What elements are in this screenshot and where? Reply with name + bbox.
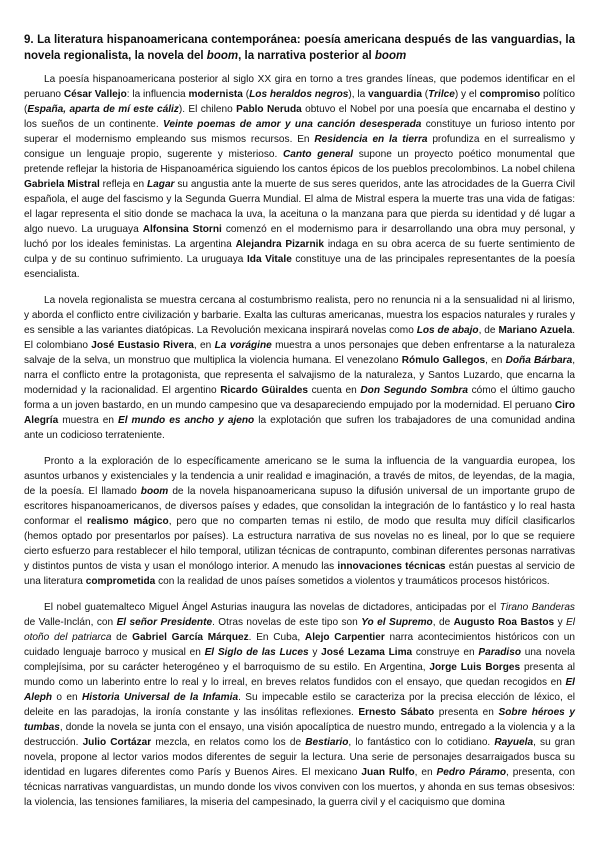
- text-run: . En Cuba,: [248, 632, 305, 643]
- work-title: Yo el Supremo: [361, 617, 433, 628]
- text-run: de: [111, 632, 133, 643]
- bold-text: Gabriel García Márquez: [132, 632, 249, 643]
- text-run: , donde la novela se junta con el ensayo, una visión apocalíptica de nuestro mundo, entregado a la violencia y a la destrucción.: [24, 722, 575, 748]
- bold-text: César Vallejo: [63, 89, 127, 100]
- work-title: Residencia en la tierra: [314, 134, 428, 145]
- work-title: Los heraldos negros: [249, 89, 349, 100]
- text-run: La novela regionalista se muestra cercana al costumbrismo realista, pero no renuncia ni a la sensualidad ni al lirismo, y aborda el conflicto entre civilización y barbarie. Exalta las culturas americanas, muestra los espacios naturales y rurales y es sensible a las variantes diatópicas. La Revolución mexicana inspirará novelas como: [24, 295, 575, 336]
- work-title: España, aparta de mí este cáliz: [27, 104, 179, 115]
- work-title: Bestiario: [305, 737, 349, 748]
- document-page: [24, 33, 575, 821]
- bold-text: Julio Cortázar: [82, 737, 152, 748]
- text-run: : la influencia: [126, 89, 189, 100]
- work-title: Historia Universal de la Infamia: [82, 692, 239, 703]
- bold-text: Ciro Alegría: [24, 400, 575, 426]
- text-run: presenta en: [434, 707, 499, 718]
- bold-text: Juan Rulfo: [361, 767, 415, 778]
- title-boom-1: boom: [206, 49, 239, 62]
- bold-text: José Eustasio Rivera: [91, 340, 194, 351]
- text-run: ) y el: [454, 89, 480, 100]
- bold-text: Jorge Luis Borges: [429, 662, 521, 673]
- text-run: de Valle-Inclán, con: [24, 617, 117, 628]
- text-run: constituye un furioso intento por superar el modernismo empleando sus mismos recursos. En: [24, 119, 576, 145]
- text-run: , pero que no comparten temas ni estilo, de modo que resulta muy difícil clasificarlos (hemos optado por presentarlos por países). La estructura narrativa de sus novelas no es lineal, por lo que se requiere cierto esfuerzo para restablecer el hilo temporal, utilizan técnicas de contrapunto, combinan diferentes personas narrativas y distintos puntos de vista y usan el monólogo interior. A menudo las: [24, 516, 575, 572]
- text-run: constituye una de las principales representantes de la poesía esencialista.: [24, 254, 576, 280]
- text-run: (: [421, 89, 429, 100]
- title-text-1: 9. La literatura hispanoamericana contemporánea: poesía americana después de las vanguardias, la novela regionalista, la novela del: [24, 34, 575, 62]
- work-title: El Siglo de las Luces: [204, 647, 309, 658]
- text-run: y: [554, 617, 567, 628]
- text-run: cómo el último gaucho forma a un joven bastardo, en un mundo campesino que va desapareciendo empujado por la modernidad. El peruano: [24, 385, 576, 411]
- text-run: La poesía hispanoamericana posterior al siglo XX gira en torno a tres grandes líneas, que podemos identificar en el peruano: [24, 74, 575, 100]
- bold-text: Gabriela Mistral: [24, 179, 100, 190]
- bold-text: compromiso: [479, 89, 541, 100]
- work-title: Veinte poemas de amor y una canción desesperada: [163, 119, 422, 130]
- text-run: , presenta, con técnicas narrativas vanguardistas, un mundo donde los vivos conviven con los muertos, y ahonda en sus temas obsesivos: la violencia, las tensiones familiares, la miseria del campesinado, la guerra civil y el caciquismo que domina: [24, 767, 575, 808]
- work-title: Pedro Páramo: [436, 767, 507, 778]
- text-run: una novela complejísima, por su carácter heterogéneo y el barroquismo de su estilo. En Argentina,: [24, 647, 576, 673]
- work-title: Los de abajo: [416, 325, 479, 336]
- bold-text: Ricardo Güiraldes: [220, 385, 308, 396]
- text-run: El nobel guatemalteco Miguel Ángel Asturias inaugura las novelas de dictadores, anticipadas por el: [44, 602, 500, 613]
- work-title: Doña Bárbara: [505, 355, 573, 366]
- text-run: . Su impecable estilo se caracteriza por la precisa elección de léxico, el deleite en las paradojas, la ironía constante y las insólitas reflexiones.: [24, 692, 575, 718]
- text-run: muestra en: [58, 415, 118, 426]
- bold-text: Alejandra Pizarnik: [235, 239, 325, 250]
- work-title: El Aleph: [24, 677, 575, 703]
- text-run: supone un proyecto poético monumental que pretende reflejar la historia de Hispanoamérica siguiendo los cantos épicos de los pueblos precolombinos. La nobel chilena: [24, 149, 576, 175]
- text-run: . Otras novelas de este tipo son: [212, 617, 362, 628]
- work-title: Paradiso: [478, 647, 521, 658]
- work-title: Lagar: [147, 179, 175, 190]
- text-run: comenzó en el modernismo para ir desarrollando una obra muy personal, y luchó por los ideales feministas. La argentina: [24, 224, 575, 250]
- text-run: con la realidad de unos países sometidos a violentos y traumáticos procesos históricos.: [155, 576, 550, 587]
- text-run: Pronto a la exploración de lo específicamente americano se le suma la influencia de la vanguardia europea, los asuntos urbanos y existenciales y la tendencia a unir realidad e imaginación, a través de mitos, de leyendas, de la magia, de la poesía. El llamado: [24, 456, 575, 497]
- text-run: político (: [24, 89, 575, 115]
- bold-text: Pablo Neruda: [236, 104, 302, 115]
- text-run: construye en: [412, 647, 479, 658]
- bold-text: José Lezama Lima: [321, 647, 413, 658]
- bold-text: Ernesto Sábato: [358, 707, 435, 718]
- work-title: Rayuela: [494, 737, 534, 748]
- text-run: presenta al mundo como un laberinto entre lo real y lo irreal, en breves relatos fundidos con el ensayo, que quedan recogidos en: [24, 662, 576, 688]
- work-title: Trilce: [428, 89, 455, 100]
- text-run: cuenta en: [307, 385, 361, 396]
- title-boom-2: boom: [374, 49, 407, 62]
- italic-title: Tirano Banderas: [499, 602, 575, 613]
- work-title: Sobre héroes y tumbas: [24, 707, 575, 733]
- work-title: Don Segundo Sombra: [360, 385, 468, 396]
- text-run: , lo fantástico con lo cotidiano.: [348, 737, 495, 748]
- bold-text: Ida Vitale: [246, 254, 292, 265]
- work-title: El señor Presidente: [116, 617, 213, 628]
- section-title: [24, 33, 575, 64]
- bold-text: innovaciones técnicas: [337, 561, 446, 572]
- paragraph-narrativa-posterior: [24, 600, 575, 810]
- bold-text: Rómulo Gallegos: [401, 355, 486, 366]
- text-run: ), la: [348, 89, 369, 100]
- text-run: la explotación que sufren los trabajadores de una comunidad andina ante un codicioso terrateniente.: [24, 415, 576, 441]
- paragraph-novela-regionalista: [24, 293, 575, 443]
- text-run: , de: [478, 325, 499, 336]
- text-run: , su gran novela, propone al lector varios modos diferentes de seguir la lectura. Una serie de personajes desarraigados busca su identidad en lugares diferentes como París y Buenos Aires. El mexicano: [24, 737, 576, 778]
- text-run: , en: [414, 767, 437, 778]
- text-run: , en: [485, 355, 506, 366]
- bold-text: Mariano Azuela: [498, 325, 573, 336]
- text-run: , narra el conflicto entre la protagonista, que representa el salvajismo de la naturaleza, y Santos Luzardo, que encarna la modernidad y la racionalidad. El argentino: [24, 355, 575, 396]
- text-run: (: [242, 89, 250, 100]
- text-run: ). El chileno: [178, 104, 237, 115]
- text-run: profundiza en el surrealismo y consigue un lenguaje propio, sugerente y misterioso.: [24, 134, 575, 160]
- title-text-2: , la narrativa posterior al: [238, 49, 375, 62]
- bold-text: Alfonsina Storni: [142, 224, 222, 235]
- bold-text: Augusto Roa Bastos: [453, 617, 555, 628]
- text-run: están puestas al servicio de una literatura: [24, 561, 575, 587]
- text-run: . El colombiano: [24, 325, 576, 351]
- text-run: muestra a unos personajes que deben enfrentarse a la naturaleza salvaje de la selva, un monstruo que multiplica la violencia humana. El venezolano: [24, 340, 575, 366]
- italic-title: El otoño del patriarca: [24, 617, 576, 643]
- text-run: , en: [193, 340, 215, 351]
- work-title: boom: [140, 486, 169, 497]
- work-title: El mundo es ancho y ajeno: [118, 415, 255, 426]
- text-run: mezcla, en relatos como los de: [151, 737, 306, 748]
- bold-text: vanguardia: [368, 89, 422, 100]
- paragraph-poesia: [24, 72, 575, 282]
- text-run: , de: [432, 617, 454, 628]
- text-run: refleja en: [99, 179, 147, 190]
- text-run: indaga en su obra acerca de su fuerte sentimiento de culpa y de su continuo sufrimiento. La uruguaya: [24, 239, 575, 265]
- paragraph-boom: [24, 454, 575, 589]
- text-run: obtuvo el Nobel por una poesía que encarnaba el destino y los sueños de un continente.: [24, 104, 576, 130]
- work-title: La vorágine: [214, 340, 272, 351]
- text-run: de la novela hispanoamericana supuso la difusión universal de un importante grupo de escritores hispanoamericanos, de diversos países y edades, que consolidan la integración de lo fantástico y lo real hasta conformar el: [24, 486, 576, 527]
- text-run: narra acontecimientos históricos con un cuidado lenguaje barroco y musical en: [24, 632, 575, 658]
- bold-text: Alejo Carpentier: [304, 632, 385, 643]
- bold-text: modernista: [188, 89, 243, 100]
- text-run: su angustia ante la muerte de sus seres queridos, ante las atrocidades de la Guerra Civil española, el auge del fascismo y la Segunda Guerra Mundial. El alma de Mistral espera la muerte tras una vida de fatigas: el lagar representa el sitio donde se machaca la uva, la aceituna o la manzana para que pierda su identidad y dé lugar a algo nuevo. La uruguaya: [24, 179, 576, 235]
- bold-text: realismo mágico: [87, 516, 169, 527]
- text-run: y: [308, 647, 322, 658]
- bold-text: comprometida: [85, 576, 156, 587]
- work-title: Canto general: [282, 149, 354, 160]
- text-run: o en: [52, 692, 83, 703]
